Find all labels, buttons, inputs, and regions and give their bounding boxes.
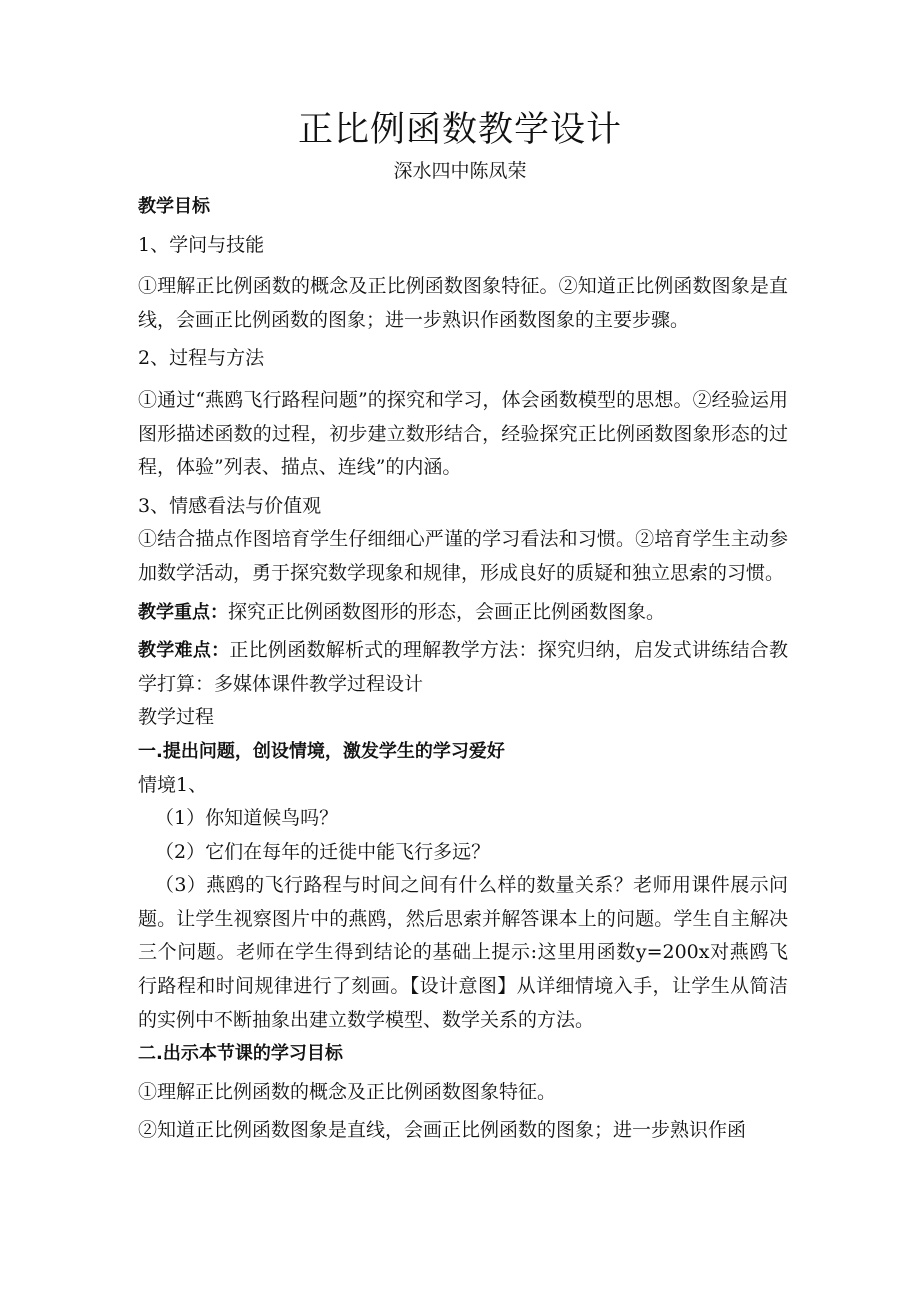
question-2: （2）它们在每年的迁徙中能飞行多远？ (155, 840, 491, 863)
process-heading: 教学过程 (138, 706, 215, 729)
section3-text: ①结合描点作图培育学生仔细细心严谨的学习看法和习惯。②培育学生主动参加数学活动，勇于探究数学现象和规律，形成良好的质疑和独立思索的习惯。 (138, 528, 788, 584)
document-author: 深水四中陈凤荣 (393, 160, 527, 182)
difficulty-label: 教学难点： (138, 640, 230, 662)
section1-heading: 1、学问与技能 (138, 233, 265, 256)
objectives-heading: 教学目标 (138, 196, 210, 217)
document-title: 正比例函数教学设计 (297, 110, 622, 150)
question-3-text: （3）燕鸥的飞行路程与时间之间有什么样的数量关系？老师用课件展示问题。让学生视察图片中的燕鸥，然后思索并解答课本上的问题。学生自主解决三个问题。老师在学生得到结论的基础上提示:这里用函数y=200x对燕鸥飞行路程和时间规律进行了刻画。【设计意图】从详细情境入手，让学生从简洁的实例中不断抽象出建立数学模型、数学关系的方法。 (138, 874, 788, 1031)
part1-heading: 一.提出问题，创设情境，激发学生的学习爱好 (138, 740, 505, 762)
section2-heading: 2、过程与方法 (138, 347, 265, 370)
key-point-text: 探究正比例函数图形的形态，会画正比例函数图象。 (228, 600, 666, 623)
document-body (138, 190, 788, 1148)
goal-1: ①理解正比例函数的概念及正比例函数图象特征。 (138, 1080, 557, 1103)
section2-text: ①通过“燕鸥飞行路程问题”的探究和学习，体会函数模型的思想。②经验运用图形描述函数的过程，初步建立数形结合，经验探究正比例函数图象形态的过程，体验”列表、描点、连线”的内涵。 (138, 388, 788, 479)
key-point-paragraph (138, 596, 788, 630)
question-1: （1）你知道候鸟吗？ (155, 807, 339, 830)
question-3 (138, 869, 788, 1037)
scenario-label: 情境1、 (138, 773, 208, 796)
difficulty-paragraph (138, 634, 788, 701)
difficulty-text: 正比例函数解析式的理解教学方法：探究归纳，启发式讲练结合教学打算：多媒体课件教学过程设计 (138, 639, 788, 695)
section3-heading: 3、情感看法与价值观 (138, 494, 322, 517)
key-point-label: 教学重点： (138, 601, 228, 623)
section1-text: ①理解正比例函数的概念及正比例函数图象特征。②知道正比例函数图象是直线，会画正比例函数的图象；进一步熟识作函数图象的主要步骤。 (138, 275, 788, 331)
goal-2: ②知道正比例函数图象是直线，会画正比例函数的图象；进一步熟识作函 (138, 1119, 747, 1142)
part2-heading: 二.出示本节课的学习目标 (138, 1043, 343, 1065)
